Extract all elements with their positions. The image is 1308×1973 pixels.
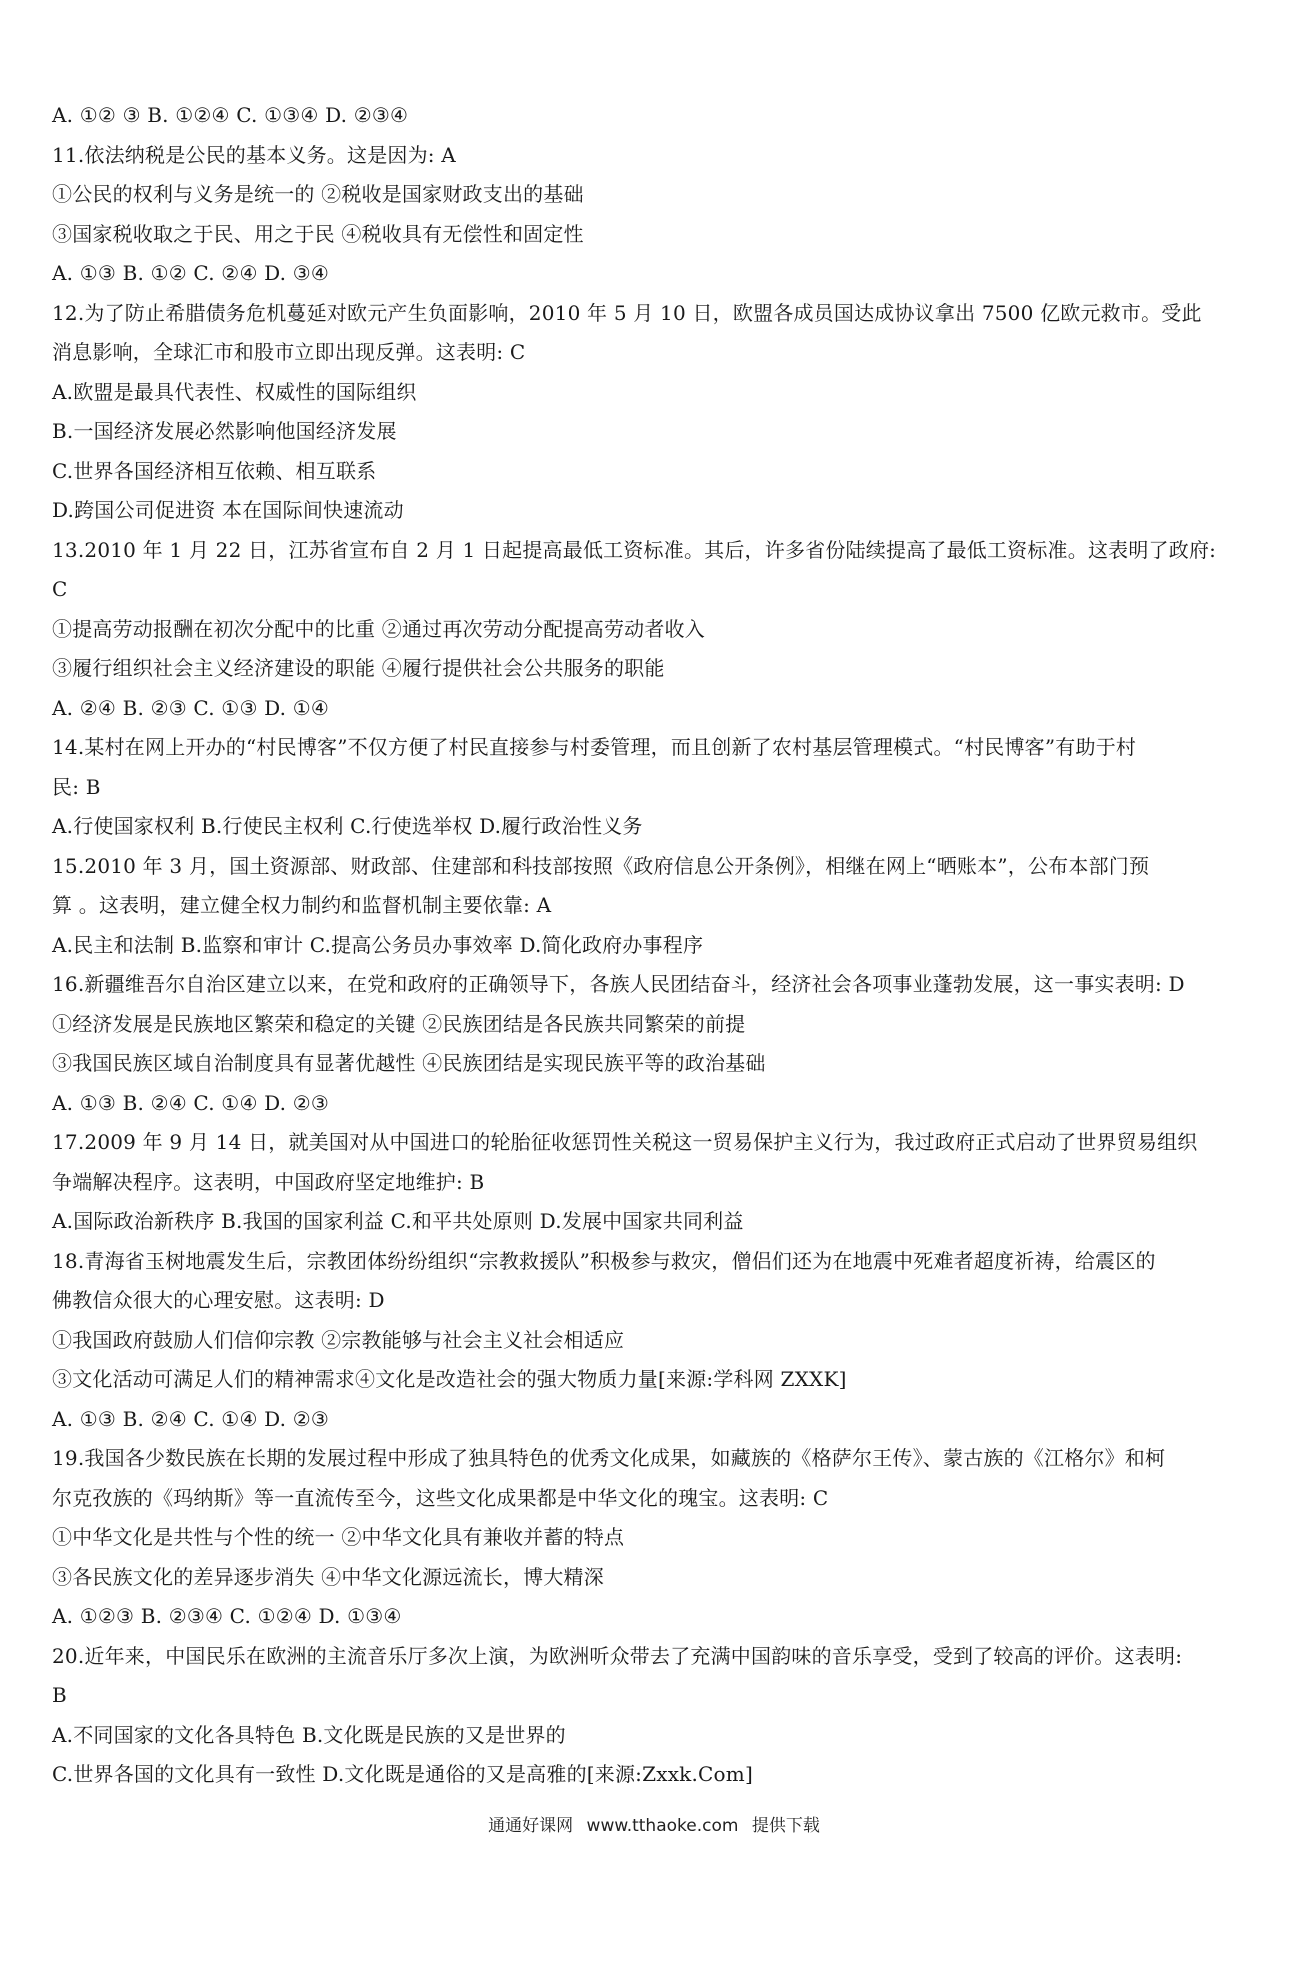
question-15-cont: 算 。这表明，建立健全权力制约和监督机制主要依靠: A bbox=[52, 893, 552, 917]
footer-url[interactable]: www.tthaoke.com bbox=[586, 1816, 739, 1836]
statement-line: ①公民的权利与义务是统一的 ②税收是国家财政支出的基础 bbox=[52, 182, 584, 206]
answer-options-q18: A. ①③ B. ②④ C. ①④ D. ②③ bbox=[52, 1406, 330, 1431]
footer-site-name: 通通好课网 bbox=[488, 1816, 574, 1836]
question-18: 18.青海省玉树地震发生后，宗教团体纷纷组织“宗教救援队”积极参与救灾，僧侣们还为在地震中死难者超度祈祷，给震区的 bbox=[52, 1248, 1156, 1273]
answer-options-q19: A. ①②③ B. ②③④ C. ①②④ D. ①③④ bbox=[52, 1604, 402, 1628]
question-13-answer: C bbox=[52, 577, 68, 601]
question-16: 16.新疆维吾尔自治区建立以来，在党和政府的正确领导下，各族人民团结奋斗，经济社会各项事业蓬勃发展，这一事实表明: D bbox=[52, 972, 1185, 996]
answer-options-q11: A. ①③ B. ①② C. ②④ D. ③④ bbox=[52, 261, 330, 285]
option-line: A.不同国家的文化各具特色 B.文化既是民族的又是世界的 bbox=[52, 1722, 566, 1747]
option-line: C.世界各国经济相互依赖、相互联系 bbox=[52, 458, 377, 483]
statement-line: ③各民族文化的差异逐步消失 ④中华文化源远流长，博大精深 bbox=[52, 1564, 604, 1589]
statement-line: ③履行组织社会主义经济建设的职能 ④履行提供社会公共服务的职能 bbox=[52, 656, 665, 680]
footer-note: 提供下载 bbox=[751, 1816, 820, 1836]
question-12: 12.为了防止希腊债务危机蔓延对欧元产生负面影响，2010 年 5 月 10 日，欧盟各成员国达成协议拿出 7500 亿欧元救市。受此 bbox=[52, 300, 1202, 325]
option-line: A.欧盟是最具代表性、权威性的国际组织 bbox=[52, 379, 417, 404]
statement-line: ③国家税收取之于民、用之于民 ④税收具有无偿性和固定性 bbox=[52, 221, 584, 246]
question-17-cont: 争端解决程序。这表明，中国政府坚定地维护: B bbox=[52, 1169, 485, 1194]
statement-line: ③文化活动可满足人们的精神需求④文化是改造社会的强大物质力量[来源:学科网 ZXXK] bbox=[52, 1367, 847, 1391]
question-18-cont: 佛教信众很大的心理安慰。这表明: D bbox=[52, 1288, 385, 1312]
question-20-answer: B bbox=[52, 1683, 67, 1707]
option-line: B.一国经济发展必然影响他国经济发展 bbox=[52, 419, 397, 443]
answer-options-q13: A. ②④ B. ②③ C. ①③ D. ①④ bbox=[52, 695, 330, 720]
option-line: D.跨国公司促进资 本在国际间快速流动 bbox=[52, 498, 404, 522]
question-19: 19.我国各少数民族在长期的发展过程中形成了独具特色的优秀文化成果，如藏族的《格萨尔王传》、蒙古族的《江格尔》和柯 bbox=[52, 1446, 1166, 1470]
answer-options-q14: A.行使国家权利 B.行使民主权利 C.行使选举权 D.履行政治性义务 bbox=[52, 814, 643, 838]
question-14-cont: 民: B bbox=[52, 774, 101, 799]
question-20: 20.近年来，中国民乐在欧洲的主流音乐厅多次上演，为欧洲听众带去了充满中国韵味的音乐享受，受到了较高的评价。这表明: bbox=[52, 1643, 1183, 1668]
answer-options-q15: A.民主和法制 B.监察和审计 C.提高公务员办事效率 D.简化政府办事程序 bbox=[52, 932, 704, 957]
document-body bbox=[52, 96, 1252, 1795]
question-12-cont: 消息影响，全球汇市和股市立即出现反弹。这表明: C bbox=[52, 340, 526, 364]
question-14: 14.某村在网上开办的“村民博客”不仅方便了村民直接参与村委管理，而且创新了农村基层管理模式。“村民博客”有助于村 bbox=[52, 735, 1137, 759]
question-13: 13.2010 年 1 月 22 日，江苏省宣布自 2 月 1 日起提高最低工资标准。其后，许多省份陆续提高了最低工资标准。这表明了政府: bbox=[52, 537, 1217, 562]
question-11: 11.依法纳税是公民的基本义务。这是因为: A bbox=[52, 142, 456, 167]
statement-line: ①提高劳动报酬在初次分配中的比重 ②通过再次劳动分配提高劳动者收入 bbox=[52, 616, 705, 641]
statement-line: ①我国政府鼓励人们信仰宗教 ②宗教能够与社会主义社会相适应 bbox=[52, 1327, 625, 1352]
statement-line: ①中华文化是共性与个性的统一 ②中华文化具有兼收并蓄的特点 bbox=[52, 1525, 625, 1549]
answer-options-q16: A. ①③ B. ②④ C. ①④ D. ②③ bbox=[52, 1090, 330, 1115]
answer-options-q10: A. ①② ③ B. ①②④ C. ①③④ D. ②③④ bbox=[52, 103, 409, 127]
option-line: C.世界各国的文化具有一致性 D.文化既是通俗的又是高雅的[来源:Zxxk.Com] bbox=[52, 1762, 753, 1786]
question-17: 17.2009 年 9 月 14 日，就美国对从中国进口的轮胎征收惩罚性关税这一贸易保护主义行为，我过政府正式启动了世界贸易组织 bbox=[52, 1130, 1198, 1154]
page-footer bbox=[0, 1811, 1308, 1836]
statement-line: ①经济发展是民族地区繁荣和稳定的关键 ②民族团结是各民族共同繁荣的前提 bbox=[52, 1011, 746, 1036]
question-19-cont: 尔克孜族的《玛纳斯》等一直流传至今，这些文化成果都是中华文化的瑰宝。这表明: C bbox=[52, 1485, 829, 1510]
question-15: 15.2010 年 3 月，国土资源部、财政部、住建部和科技部按照《政府信息公开条例》，相继在网上“晒账本”，公布本部门预 bbox=[52, 853, 1150, 878]
statement-line: ③我国民族区域自治制度具有显著优越性 ④民族团结是实现民族平等的政治基础 bbox=[52, 1051, 766, 1075]
answer-options-q17: A.国际政治新秩序 B.我国的国家利益 C.和平共处原则 D.发展中国家共同利益 bbox=[52, 1209, 744, 1233]
